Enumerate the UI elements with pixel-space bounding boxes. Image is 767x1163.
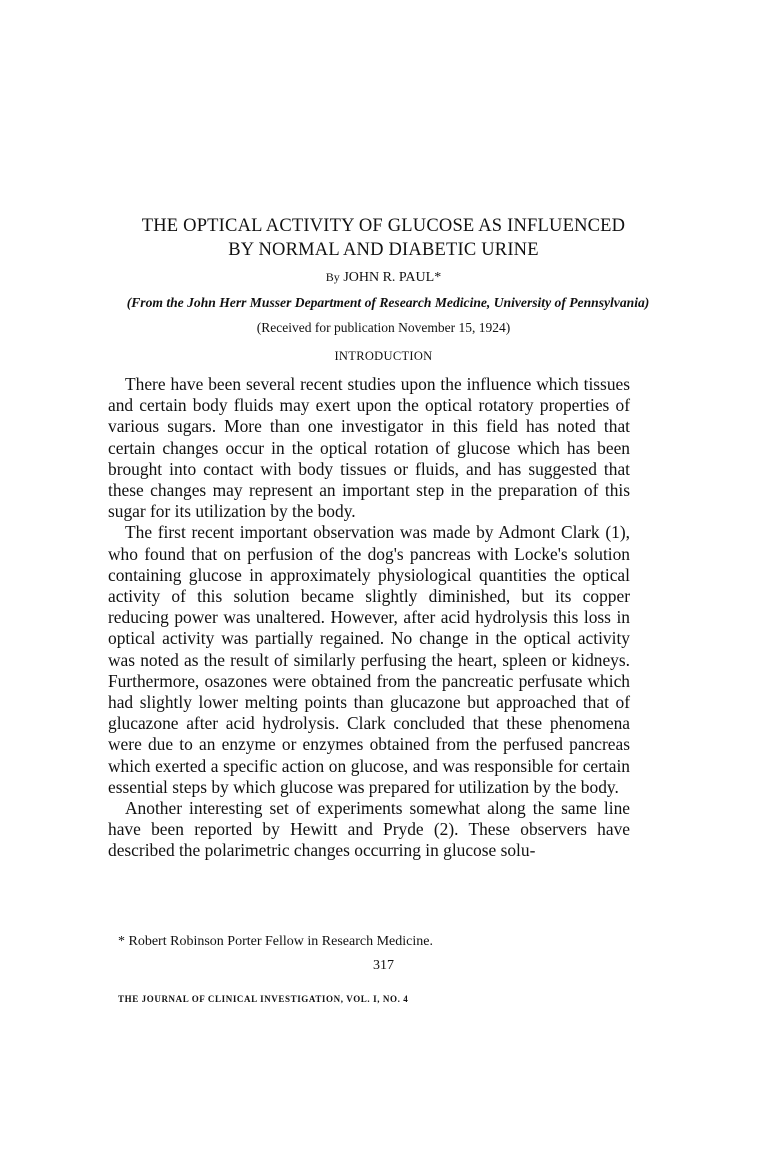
page-number: 317 bbox=[373, 958, 394, 973]
byline bbox=[100, 270, 667, 286]
received-date: (Received for publication November 15, 1924) bbox=[256, 320, 511, 335]
byline-prefix: By bbox=[325, 270, 340, 284]
article-title-line-1: THE OPTICAL ACTIVITY OF GLUCOSE AS INFLUENCED bbox=[141, 216, 626, 236]
author-name: JOHN R. PAUL* bbox=[343, 270, 442, 285]
paragraph-3: Another interesting set of experiments somewhat along the same line have been reported by Hewitt and Pryde (2). These observers have described the polarimetric changes occurring in glucose solu- bbox=[108, 798, 630, 861]
author-affiliation: (From the John Herr Musser Department of Research Medicine, University of Pennsylvania) bbox=[126, 295, 650, 310]
paragraph-1: There have been several recent studies upon the influence which tissues and certain body fluids may exert upon the optical rotatory properties of various sugars. More than one investigator in this field has noted that certain changes occur in the optical rotation of glucose which has been brought into contact with body tissues or fluids, and has suggested that these changes may represent an important step in the preparation of this sugar for its utilization by the body. bbox=[108, 374, 630, 522]
paragraph-2: The first recent important observation was made by Admont Clark (1), who found that on perfusion of the dog's pancreas with Locke's solution containing glucose in approximately physiological quantities the optical activity of this solution became slightly diminished, but its copper reducing power was unaltered. However, after acid hydrolysis this loss in optical activity was partially regained. No change in the optical activity was noted as the result of similarly perfusing the heart, spleen or kidneys. Furthermore, osazones were obtained from the pancreatic perfusate which had slightly lower melting points than glucazone but approached that of glucazone after acid hydrolysis. Clark concluded that these phenomena were due to an enzyme or enzymes obtained from the perfused pancreas which exerted a specific action on glucose, and was responsible for certain essential steps by which glucose was prepared for utilization by the body. bbox=[108, 522, 630, 797]
section-heading-introduction: INTRODUCTION bbox=[334, 349, 433, 363]
body-text bbox=[108, 374, 630, 862]
journal-citation: THE JOURNAL OF CLINICAL INVESTIGATION, VOL. I, NO. 4 bbox=[118, 994, 409, 1004]
footnote: * Robert Robinson Porter Fellow in Research Medicine. bbox=[118, 934, 433, 949]
article-title-line-2: BY NORMAL AND DIABETIC URINE bbox=[228, 240, 539, 260]
